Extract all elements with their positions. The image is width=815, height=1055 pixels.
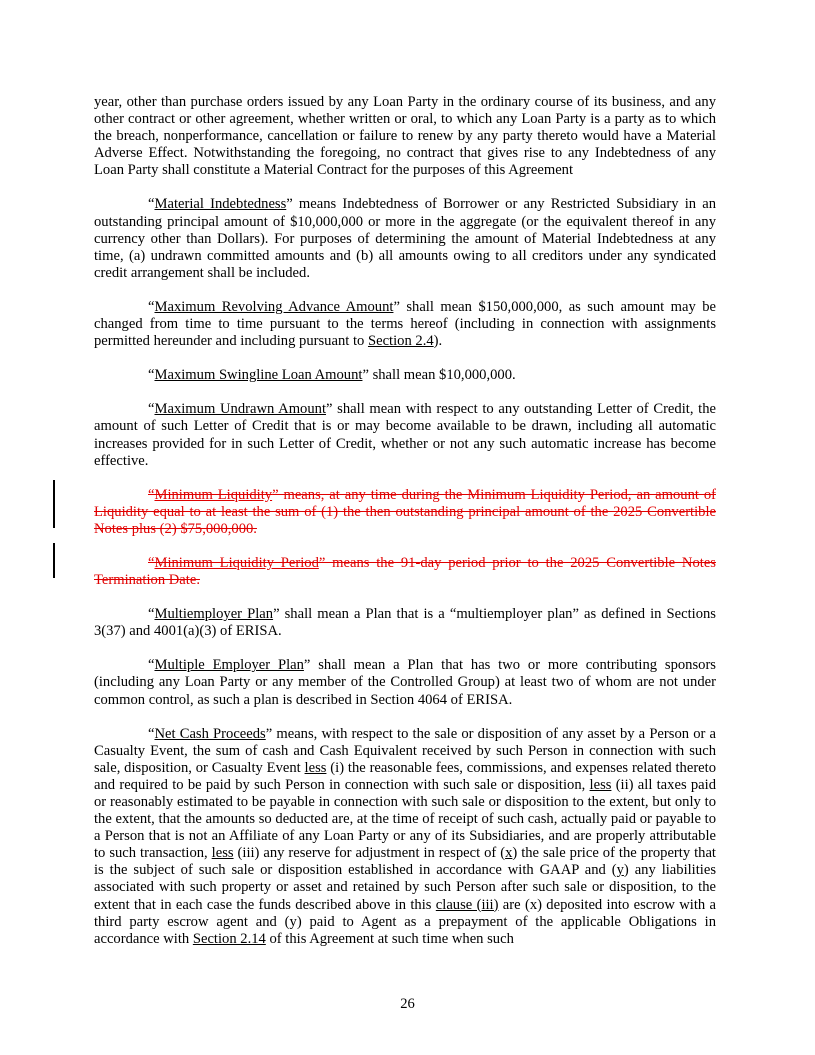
change-bar — [53, 543, 55, 578]
clause-reference: clause (iii) — [435, 896, 499, 913]
definition-body: ” shall mean $150,000,000, as such amount may be changed from time to time pursuant to the terms hereof (including in connection with assignments permitted hereunder and including pursuant to — [94, 298, 716, 350]
defined-term: Minimum Liquidity Period — [154, 554, 319, 571]
definition-body: ) any liabilities associated with such property or asset and retained by such Person after such sale or disposition, to the extent that in each case the funds described above in this — [94, 862, 717, 913]
definition-body: ” shall mean a Plan that has two or more contributing sponsors (including any Loan Party or any member of the Controlled Group) at least two of whom are not under common control, as such a plan is described in Section 4064 of ERISA. — [94, 657, 716, 708]
defined-term: Net Cash Proceeds — [154, 725, 266, 742]
deleted-definition-minimum-liquidity: “Minimum Liquidity” means, at any time during the Minimum Liquidity Period, an amount of Liquidity equal to at least the sum of (1) the then outstanding principal amount of the 2025 Convertible Notes plus (2) $75,000,000. — [94, 486, 716, 537]
defined-term: Maximum Undrawn Amount — [154, 401, 327, 418]
less-term: less — [211, 845, 234, 862]
defined-term: Minimum Liquidity — [154, 486, 273, 503]
definition-body: ” means the 91-day period prior to the 2025 Convertible Notes Termination Date. — [94, 554, 716, 589]
paragraph-material-contract-continued: year, other than purchase orders issued by any Loan Party in the ordinary course of its business, and any other contract or other agreement, whether written or oral, to which any Loan Party is a party as to which the breach, nonperformance, cancellation or failure to renew by any party thereto would have a Material Adverse Effect. Notwithstanding the foregoing, no contract that gives rise to any Indebtedness of any Loan Party shall constitute a Material Contract for the purposes of this Agreement — [94, 94, 716, 179]
defined-term: Multiemployer Plan — [154, 606, 274, 623]
definition-body: (iii) any reserve for adjustment in respect of ( — [233, 845, 506, 862]
definition-body: of this Agreement at such time when such — [265, 930, 514, 947]
less-term: less — [304, 759, 327, 776]
change-bar — [53, 480, 55, 528]
definition-maximum-revolving-advance-amount: “Maximum Revolving Advance Amount” shall mean $150,000,000, as such amount may be changed from time to time pursuant to the terms hereof (including in connection with assignments permitted hereunder and including pursuant to Section 2.4). — [94, 298, 716, 350]
definition-material-indebtedness: “Material Indebtedness” means Indebtedness of Borrower or any Restricted Subsidiary in an outstanding principal amount of $10,000,000 or more in the aggregate (or the equivalent thereof in any currency other than Dollars). For purposes of determining the amount of Material Indebtedness at any time, (a) undrawn committed amounts and (b) all amounts owing to all creditors under any syndicated credit arrangement shall be included. — [94, 196, 716, 281]
definition-net-cash-proceeds: “Net Cash Proceeds” means, with respect to the sale or disposition of any asset by a Person or a Casualty Event, the sum of cash and Cash Equivalent received by such Person in connection with such sale, disposition, or Casualty Event less (i) the reasonable fees, commissions, and expenses related thereto and required to be paid by such Person in connection with such sale or disposition, less (ii) all taxes paid or reasonably estimated to be payable in connection with such sale or disposition to the extent, but only to the extent, that the amounts so deducted are, at the time of receipt of such cash, actually paid or payable to a Person that is not an Affiliate of any Loan Party or any of its Subsidiaries, and are properly attributable to such transaction, less (iii) any reserve for adjustment in respect of (x) the sale price of the property that is the subject of such sale or disposition established in accordance with GAAP and (y) any liabilities associated with such property or asset and retained by such Person after such sale or disposition, to the extent that in each case the funds described above in this clause (iii) are (x) deposited into escrow with a third party escrow agent and (y) paid to Agent as a prepayment of the applicable Obligations in accordance with Section 2.14 of this Agreement at such time when such — [94, 725, 717, 947]
definition-body: (ii) all taxes paid or reasonably estimated to be payable in connection with such sale or disposition to the extent, but only to the extent, that the amounts so deducted are, at the time of receipt of such cash, actually paid or payable to a Person that is not an Affiliate of any Loan Party or any of its Subsidiaries, and are properly attributable to such transaction, — [94, 776, 717, 862]
definition-body-tail: ). — [433, 333, 443, 350]
definition-maximum-swingline-loan-amount: “Maximum Swingline Loan Amount” shall mean $10,000,000. — [148, 367, 516, 384]
defined-term: Multiple Employer Plan — [154, 657, 304, 674]
definition-multiple-employer-plan: “Multiple Employer Plan” shall mean a Plan that has two or more contributing sponsors (including any Loan Party or any member of the Controlled Group) at least two of whom are not under common control, as such a plan is described in Section 4064 of ERISA. — [94, 657, 716, 708]
document-page — [94, 94, 716, 965]
deleted-definition-minimum-liquidity-period: “Minimum Liquidity Period” means the 91-day period prior to the 2025 Convertible Notes Termination Date. — [94, 554, 716, 589]
definition-body: ” means Indebtedness of Borrower or any Restricted Subsidiary in an outstanding principal amount of $10,000,000 or more in the aggregate (or the equivalent thereof in any currency other than Dollars). For purposes of determining the amount of Material Indebtedness at any time, (a) undrawn committed amounts and (b) all amounts owing to all creditors under any syndicated credit arrangement shall be included. — [94, 196, 716, 281]
definition-multiemployer-plan: “Multiemployer Plan” shall mean a Plan that is a “multiemployer plan” as defined in Sections 3(37) and 4001(a)(3) of ERISA. — [94, 606, 716, 640]
definition-maximum-undrawn-amount: “Maximum Undrawn Amount” shall mean with respect to any outstanding Letter of Credit, the amount of such Letter of Credit that is or may become available to be drawn, including all automatic increases provided for in such Letter of Credit, whether or not any such automatic increase has become effective. — [94, 401, 716, 469]
definition-body: ” means, at any time during the Minimum Liquidity Period, an amount of Liquidity equal to at least the sum of (1) the then outstanding principal amount of the 2025 Convertible Notes plus (2) $75,000,000. — [94, 486, 716, 537]
defined-term: Maximum Revolving Advance Amount — [154, 298, 394, 315]
less-term: less — [589, 776, 612, 793]
definition-body: (i) the reasonable fees, commissions, and expenses related thereto and required to be paid by such Person in connection with such sale or disposition, — [94, 759, 717, 793]
defined-term: Maximum Swingline Loan Amount — [154, 367, 363, 384]
definition-body: are (x) deposited into escrow with a third party escrow agent and (y) paid to Agent as a prepayment of the applicable Obligations in accordance with — [94, 896, 716, 947]
section-reference: Section 2.14 — [192, 930, 266, 947]
page-number: 26 — [400, 996, 415, 1012]
item-marker-x: x — [505, 845, 513, 862]
definition-body: ” shall mean $10,000,000. — [362, 367, 516, 384]
defined-term: Material Indebtedness — [154, 196, 287, 213]
definition-body: ) the sale price of the property that is the subject of such sale or disposition established in accordance with GAAP and ( — [94, 845, 716, 879]
definition-body: ” means, with respect to the sale or disposition of any asset by a Person or a Casualty Event, the sum of cash and Cash Equivalent received by such Person in connection with such sale, disposition, or Casualty Event — [94, 725, 716, 776]
section-reference: Section 2.4 — [367, 333, 434, 350]
definition-body: ” shall mean with respect to any outstanding Letter of Credit, the amount of such Letter of Credit that is or may become available to be drawn, including all automatic increases provided for in such Letter of Credit, whether or not any such automatic increase has become effective. — [94, 401, 716, 469]
definition-body: ” shall mean a Plan that is a “multiemployer plan” as defined in Sections 3(37) and 4001(a)(3) of ERISA. — [94, 606, 716, 640]
item-marker-y: y — [616, 862, 624, 879]
